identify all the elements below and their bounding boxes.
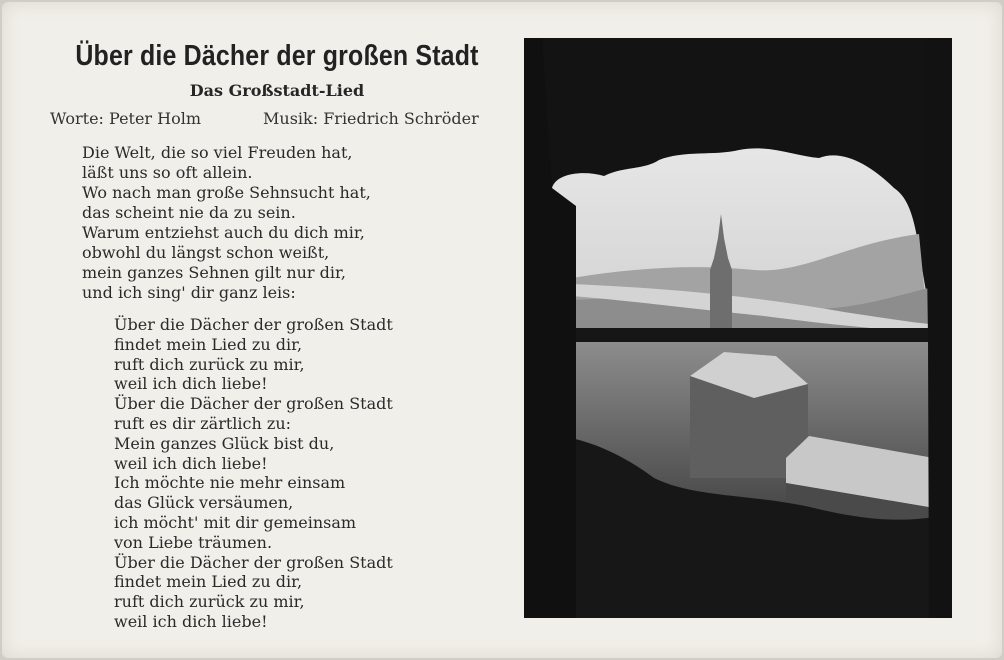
credits	[50, 109, 510, 128]
chorus-line: von Liebe träumen.	[114, 532, 273, 552]
verse-block	[82, 143, 371, 303]
verse-line: läßt uns so oft allein.	[82, 163, 253, 182]
verse-line: obwohl du längst schon weißt,	[82, 243, 330, 262]
chorus-line: weil ich dich liebe!	[114, 453, 268, 473]
chorus-line: das Glück versäumen,	[114, 493, 294, 513]
chorus-line: ruft dich zurück zu mir,	[114, 592, 305, 612]
city-photo	[524, 38, 952, 618]
chorus-line: Über die Dächer der großen Stadt	[114, 394, 393, 414]
song-subtitle: Das Großstadt-Lied	[189, 81, 365, 100]
chorus-line: Ich möchte nie mehr einsam	[114, 473, 346, 493]
verse-line: mein ganzes Sehnen gilt nur dir,	[82, 263, 346, 282]
chorus-line: weil ich dich liebe!	[114, 611, 268, 631]
chorus-line: findet mein Lied zu dir,	[114, 572, 303, 592]
chorus-line: ruft dich zurück zu mir,	[114, 354, 305, 374]
chorus-line: ruft es dir zärtlich zu:	[114, 413, 292, 433]
verse-line: Warum entziehst auch du dich mir,	[82, 223, 365, 242]
chorus-line: findet mein Lied zu dir,	[114, 334, 303, 354]
lyricist-credit: Worte: Peter Holm	[50, 109, 202, 128]
chorus-line: Über die Dächer der großen Stadt	[114, 552, 393, 572]
verse-line: Wo nach man große Sehnsucht hat,	[82, 183, 371, 202]
chorus-line: ich möcht' mit dir gemeinsam	[114, 512, 357, 532]
song-title: Über die Dächer der großen Stadt	[75, 40, 479, 72]
verse-line: Die Welt, die so viel Freuden hat,	[82, 143, 353, 162]
verse-line: und ich sing' dir ganz leis:	[82, 283, 296, 302]
chorus-line: weil ich dich liebe!	[114, 374, 268, 394]
chorus-line: Mein ganzes Glück bist du,	[114, 433, 335, 453]
postcard	[2, 2, 1002, 658]
verse-line: das scheint nie da zu sein.	[82, 203, 296, 222]
composer-credit: Musik: Friedrich Schröder	[263, 109, 479, 128]
chorus-line: Über die Dächer der großen Stadt	[114, 315, 393, 334]
chorus-block	[114, 315, 393, 632]
